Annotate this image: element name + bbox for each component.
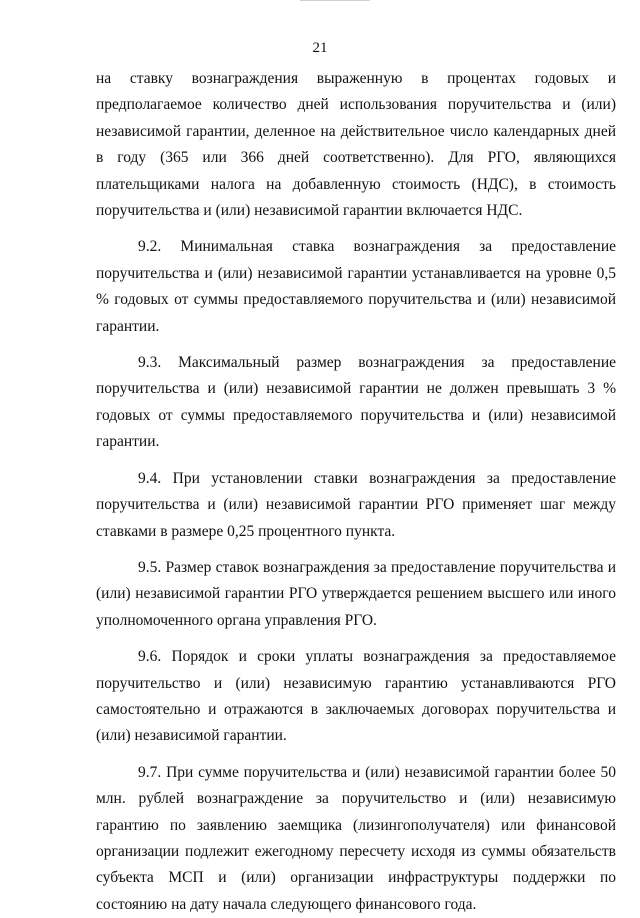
paragraph-9-6: 9.6. Порядок и сроки уплаты вознаграждения за предоставляемое поручительство и (или) независимую гарантию устанавливаются РГО самостоятельно и отражаются в заключаемых договорах поручительства и (или) независимой гарантии. xyxy=(96,648,616,745)
paragraph-9-7: 9.7. При сумме поручительства и (или) независимой гарантии более 50 млн. рублей вознаграждение за поручительство и (или) независимую гарантию по заявлению заемщика (лизингополучателя) или финансовой организации подлежит ежегодному пересчету исходя из суммы обязательств субъекта МСП и (или) организации инфраструктуры поддержки по состоянию на дату начала следующего финансового года. xyxy=(96,763,616,913)
page-number: 21 xyxy=(312,40,328,56)
scan-edge-line xyxy=(300,0,370,1)
paragraph-continuation: на ставку вознаграждения выраженную в процентах годовых и предполагаемое количество дней использования поручительства и (или) независимой гарантии, деленное на действительное число календарных дней в году (365 или 366 дней соответственно). Для РГО, являющихся плательщиками налога на добавленную стоимость (НДС), в стоимость поручительства и (или) независимой гарантии включается НДС. xyxy=(96,70,616,220)
document-body xyxy=(96,66,616,918)
paragraph-9-3: 9.3. Максимальный размер вознаграждения за предоставление поручительства и (или) независимой гарантии не должен превышать 3 % годовых от суммы предоставляемого поручительства и (или) независимой гарантии. xyxy=(96,354,616,451)
paragraph-9-4: 9.4. При установлении ставки вознаграждения за предоставление поручительства и (или) независимой гарантии РГО применяет шаг между ставками в размере 0,25 процентного пункта. xyxy=(96,469,616,540)
paragraph-9-5: 9.5. Размер ставок вознаграждения за предоставление поручительства и (или) независимой гарантии РГО утверждается решением высшего или иного уполномоченного органа управления РГО. xyxy=(96,558,616,629)
paragraph-9-2: 9.2. Минимальная ставка вознаграждения за предоставление поручительства и (или) независимой гарантии устанавливается на уровне 0,5 % годовых от суммы предоставляемого поручительства и (или) независимой гарантии. xyxy=(96,238,616,335)
